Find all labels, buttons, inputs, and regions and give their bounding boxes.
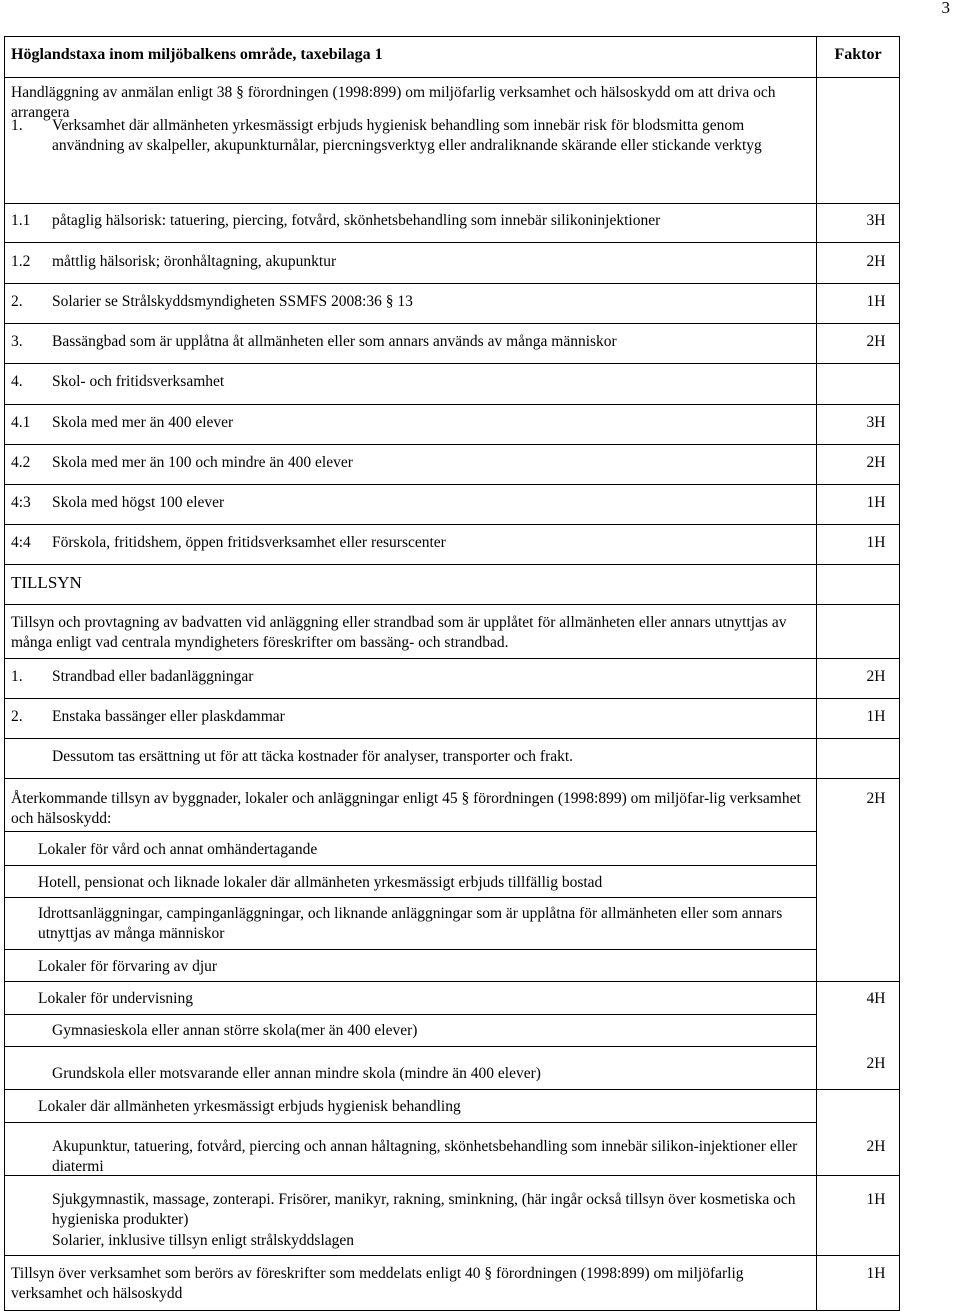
row-num: 4.2 (11, 454, 31, 471)
undervisning-label: Lokaler för undervisning (38, 990, 193, 1007)
tillsyn-row-factor: 1H (866, 708, 886, 725)
tillsyn-row-text: Strandbad eller badanläggningar (52, 668, 254, 685)
aterkommande-item: Idrottsanläggningar, campinganläggningar, och liknande anläggningar som är upplåtna för allmänheten eller som annars utnyttjas av många människor (38, 905, 783, 942)
undervisning-sub-1: Gymnasieskola eller annan större skola(mer än 400 elever) (52, 1022, 418, 1039)
row-factor: 2H (866, 253, 886, 270)
handlaggning-text: Handläggning av anmälan enligt 38 § förordningen (1998:899) om miljöfarlig verksamhet och hälsoskydd om att driva och arrangera (11, 84, 776, 121)
row-text: Förskola, fritidshem, öppen fritidsverksamhet eller resurscenter (52, 534, 446, 551)
undervisning-sub-2: Grundskola eller motsvarande eller annan mindre skola (mindre än 400 elever) (52, 1065, 541, 1082)
row-num: 4.1 (11, 414, 31, 431)
row-factor: 2H (866, 333, 886, 350)
hygienisk-factor-1: 2H (866, 1138, 886, 1155)
hygienisk-factor-2: 1H (866, 1191, 886, 1208)
aterkommande-text: Återkommande tillsyn av byggnader, lokaler och anläggningar enligt 45 § förordningen (1998:899) om miljöfar-lig verksamhet och hälsoskydd: (11, 790, 801, 827)
row-num: 1.1 (11, 212, 31, 229)
hygienisk-sub-2: Sjukgymnastik, massage, zonterapi. Frisörer, manikyr, rakning, sminkning, (här ingår också tillsyn över kosmetiska och hygieniska produkter) (52, 1191, 796, 1228)
tillsyn-intro: Tillsyn och provtagning av badvatten vid anläggning eller strandbad som är upplåtet för allmänheten eller annars utnyttjas av många enligt vad centrala myndigheters föreskrifter om bassäng- och strandbad. (11, 614, 787, 651)
row-text: Skol- och fritidsverksamhet (52, 373, 225, 390)
tillsyn-row-text: Enstaka bassänger eller plaskdammar (52, 708, 285, 725)
row-num: 3. (11, 333, 23, 350)
row-num: 4:4 (11, 534, 31, 551)
page-title: Höglandstaxa inom miljöbalkens område, taxebilaga 1 (11, 46, 383, 63)
row-num: 2. (11, 293, 23, 310)
aterkommande-factor: 2H (866, 790, 886, 807)
row-factor: 3H (866, 414, 886, 431)
aterkommande-item: Hotell, pensionat och liknade lokaler där allmänheten yrkesmässigt erbjuds tillfällig bostad (38, 874, 603, 891)
footer-row-factor: 1H (866, 1265, 886, 1282)
row-factor: 2H (866, 454, 886, 471)
row-factor: 1H (866, 293, 886, 310)
row-text: påtaglig hälsorisk: tatuering, piercing, fotvård, skönhetsbehandling som innebär silikoninjektioner (52, 212, 661, 229)
hygien-num: 1. (11, 117, 23, 134)
aterkommande-item: Lokaler för vård och annat omhändertagande (38, 841, 318, 858)
row-num: 1.2 (11, 253, 31, 270)
row-text: Bassängbad som är upplåtna åt allmänheten eller som annars används av många människor (52, 333, 617, 350)
page-number: 3 (941, 0, 950, 17)
row-factor: 1H (866, 534, 886, 551)
tillsyn-row-num: 2. (11, 708, 23, 725)
undervisning-factor-1: 4H (866, 990, 886, 1007)
tillsyn-heading: TILLSYN (11, 573, 82, 592)
hygienisk-label: Lokaler där allmänheten yrkesmässigt erbjuds hygienisk behandling (38, 1098, 461, 1115)
row-text: Skola med mer än 400 elever (52, 414, 234, 431)
row-num: 4. (11, 373, 23, 390)
aterkommande-item: Lokaler för förvaring av djur (38, 958, 218, 975)
row-num: 4:3 (11, 494, 31, 511)
row-text: Skola med mer än 100 och mindre än 400 elever (52, 454, 353, 471)
tillsyn-row-factor: 2H (866, 668, 886, 685)
factor-column-header: Faktor (834, 46, 882, 63)
hygien-text: Verksamhet där allmänheten yrkesmässigt erbjuds hygienisk behandling som innebär risk för blodsmitta genom användning av skalpeller, akupunkturnålar, piercningsverktyg eller andraliknande skärande eller stickande verktyg (52, 117, 762, 154)
row-factor: 3H (866, 212, 886, 229)
tillsyn-note: Dessutom tas ersättning ut för att täcka kostnader för analyser, transporter och frakt. (52, 748, 574, 765)
tillsyn-row-num: 1. (11, 668, 23, 685)
row-factor: 1H (866, 494, 886, 511)
hygienisk-sub-3: Solarier, inklusive tillsyn enligt strålskyddslagen (52, 1232, 355, 1249)
row-text: Skola med högst 100 elever (52, 494, 225, 511)
undervisning-factor-2: 2H (866, 1055, 886, 1072)
hygienisk-sub-1: Akupunktur, tatuering, fotvård, piercing och annan håltagning, skönhetsbehandling som innebär silikon-injektioner eller diatermi (52, 1138, 798, 1175)
row-text: Solarier se Strålskyddsmyndigheten SSMFS 2008:36 § 13 (52, 293, 413, 310)
footer-row-text: Tillsyn över verksamhet som berörs av föreskrifter som meddelats enligt 40 § förordningen (1998:899) om miljöfarlig verksamhet och hälsoskydd (11, 1265, 744, 1302)
row-text: måttlig hälsorisk; öronhåltagning, akupunktur (52, 253, 337, 270)
